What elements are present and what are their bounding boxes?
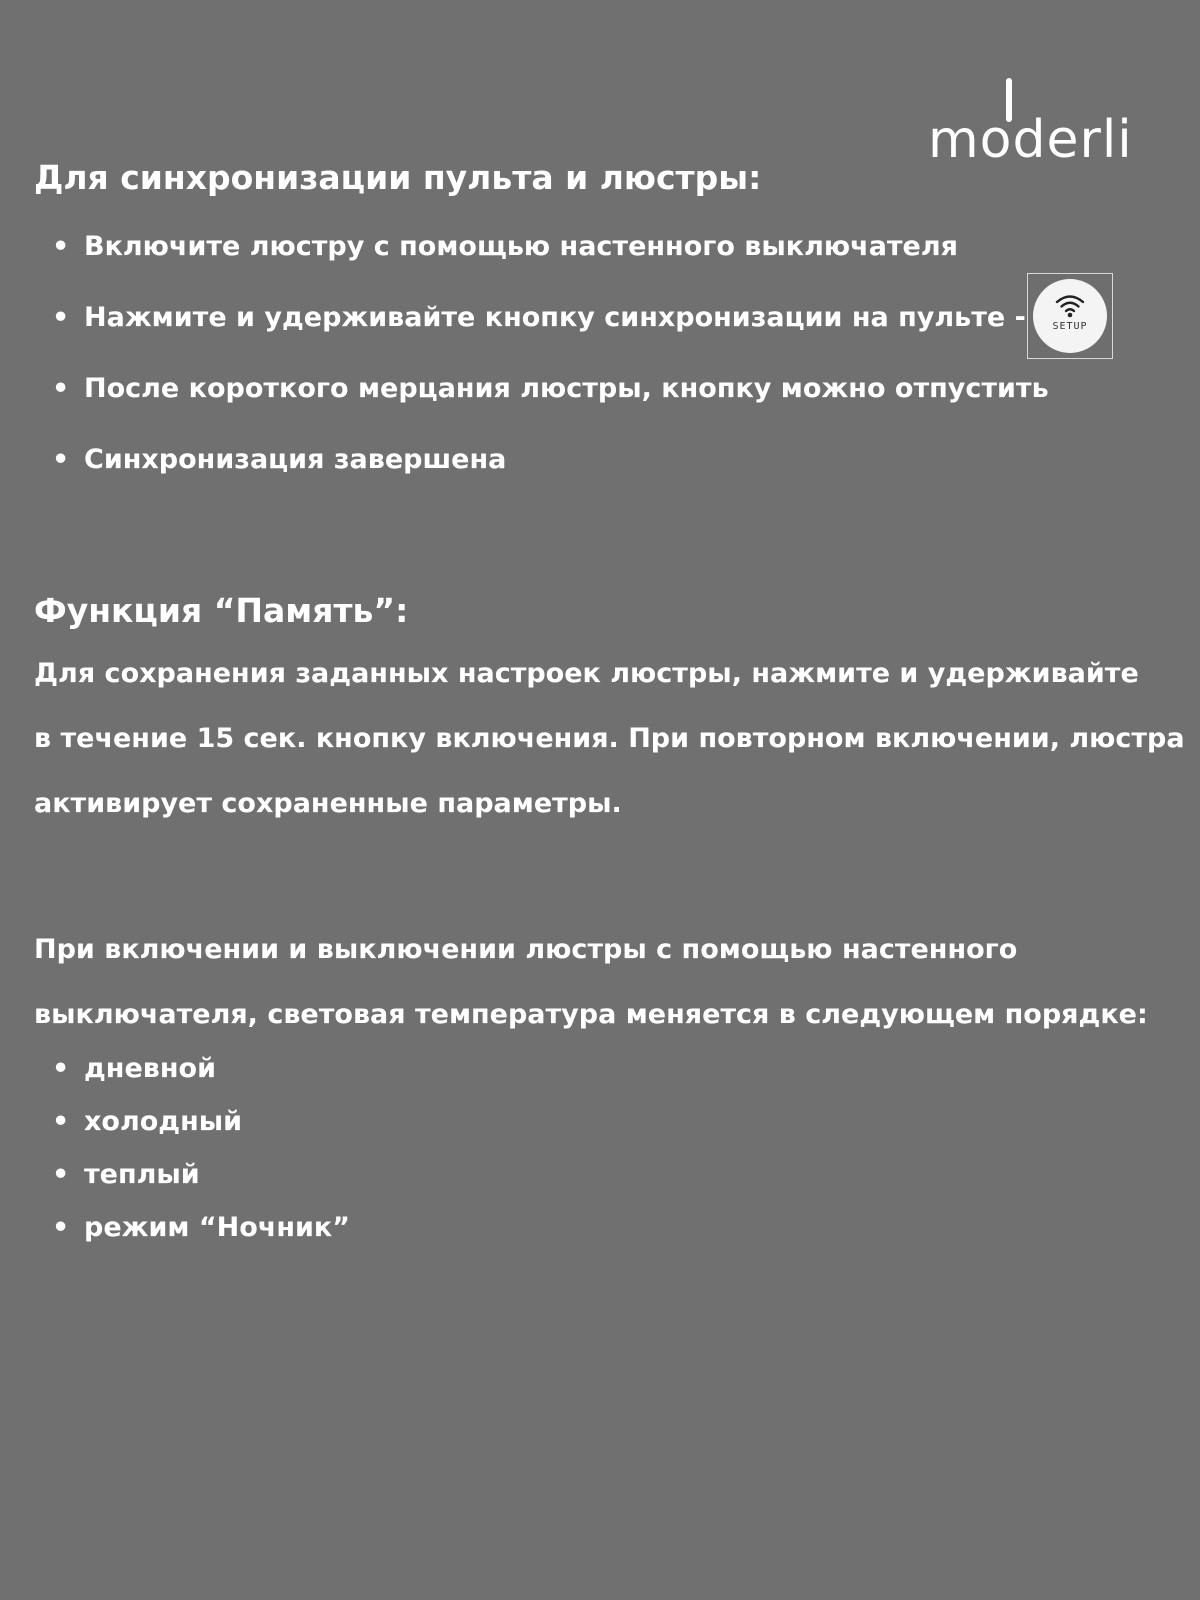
temperature-mode: • дневной [52,1051,350,1104]
memory-heading: Функция “Память”: [34,591,409,630]
memory-line: Для сохранения заданных настроек люстры, нажмите и удерживайте [34,658,1139,689]
wifi-icon [1055,293,1085,319]
temperature-mode: • режим “Ночник” [52,1210,350,1263]
setup-label: SETUP [1052,321,1088,332]
temperature-description [34,930,1148,1060]
memory-line: в течение 15 сек. кнопку включения. При повторном включении, люстра [34,723,1185,754]
sync-step: • Включите люстру с помощью настенного выключателя [52,229,1049,300]
memory-line: активирует сохраненные параметры. [34,788,622,819]
sync-steps-list [52,229,1049,513]
sync-step: • Нажмите и удерживайте кнопку синхронизации на пульте - [52,300,1049,371]
sync-step: • После короткого мерцания люстры, кнопку можно отпустить [52,371,1049,442]
memory-description [34,654,1185,849]
logo-text: moderli [928,110,1133,170]
temperature-mode: • холодный [52,1104,350,1157]
temperature-modes-list [52,1051,350,1263]
setup-button-image [1027,273,1113,359]
temperature-line: выключателя, световая температура меняется в следующем порядке: [34,999,1148,1030]
sync-step: • Синхронизация завершена [52,442,1049,513]
temperature-mode: • теплый [52,1157,350,1210]
setup-button [1033,279,1107,353]
brand-logo [928,74,1170,170]
sync-heading: Для синхронизации пульта и люстры: [34,158,762,197]
temperature-line: При включении и выключении люстры с помощью настенного [34,934,1018,965]
